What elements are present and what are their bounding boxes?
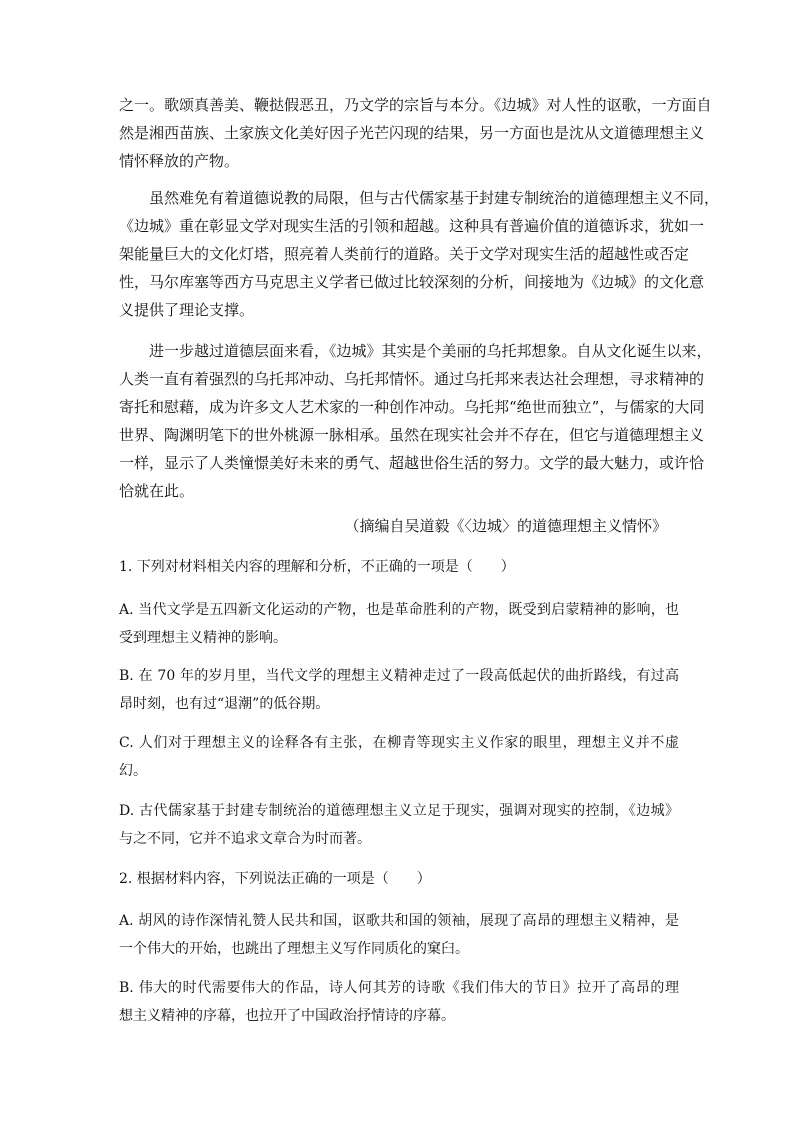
question-2-option-a bbox=[119, 907, 679, 963]
option-line: 一个伟大的开始，也跳出了理想主义写作同质化的窠臼。 bbox=[119, 941, 469, 957]
option-line: C. 人们对于理想主义的诠释各有主张，在柳青等现实主义作家的眼里，理想主义并不虚 bbox=[119, 735, 679, 751]
passage-paragraph-3 bbox=[119, 337, 712, 505]
question-stem: 1. 下列对材料相关内容的理解和分析，不正确的一项是（ ） bbox=[119, 559, 515, 575]
text-line: 恰就在此。 bbox=[119, 482, 195, 500]
question-1-option-d bbox=[119, 797, 679, 853]
text-line: 之一。歌颂真善美、鞭挞假恶丑，乃文学的宗旨与本分。《边城》对人性的讴歌，一方面自 bbox=[119, 96, 712, 114]
text-line: 然是湘西苗族、土家族文化美好因子光芒闪现的结果，另一方面也是沈从文道德理想主义 bbox=[119, 124, 705, 142]
question-1-option-b bbox=[119, 662, 679, 718]
option-line: 想主义精神的序幕，也拉开了中国政治抒情诗的序幕。 bbox=[119, 1008, 455, 1024]
question-2-option-b bbox=[119, 974, 679, 1030]
text-line: 性，马尔库塞等西方马克思主义学者已做过比较深刻的分析，间接地为《边城》的文化意 bbox=[119, 273, 705, 291]
question-1-stem bbox=[119, 553, 679, 581]
text-line: 虽然难免有着道德说教的局限，但与古代儒家基于封建专制统治的道德理想主义不同， bbox=[149, 189, 720, 207]
text-line: 情怀释放的产物。 bbox=[119, 152, 240, 170]
question-2-stem bbox=[119, 865, 679, 893]
option-line: 与之不同，它并不追求文章合为时而著。 bbox=[119, 831, 371, 847]
question-1-option-c bbox=[119, 729, 679, 785]
option-line: A. 胡风的诗作深情礼赞人民共和国，讴歌共和国的领袖，展现了高昂的理想主义精神，是 bbox=[119, 913, 679, 929]
option-line: 受到理想主义精神的影响。 bbox=[119, 630, 287, 646]
passage-paragraph-1 bbox=[119, 91, 712, 175]
option-line: B. 伟大的时代需要伟大的作品，诗人何其芳的诗歌《我们伟大的节日》拉开了高昂的理 bbox=[119, 980, 679, 996]
question-stem: 2. 根据材料内容，下列说法正确的一项是（ ） bbox=[119, 871, 431, 887]
text-line: 架能量巨大的文化灯塔，照亮着人类前行的道路。关于文学对现实生活的超越性或否定 bbox=[119, 245, 690, 263]
text-line: 一样，显示了人类憧憬美好未来的勇气、超越世俗生活的努力。文学的最大魅力，或许恰 bbox=[119, 454, 705, 472]
option-line: 幻。 bbox=[119, 763, 147, 779]
text-line: 《边城》重在彰显文学对现实生活的引领和超越。这种具有普遍价值的道德诉求，犹如一 bbox=[119, 217, 705, 235]
text-line: 寄托和慰藉，成为许多文人艺术家的一种创作冲动。乌托邦“绝世而独立”，与儒家的大同 bbox=[119, 398, 705, 416]
option-line: 昂时刻，也有过“退潮”的低谷期。 bbox=[119, 696, 330, 712]
option-line: A. 当代文学是五四新文化运动的产物，也是革命胜利的产物，既受到启蒙精神的影响，也 bbox=[119, 602, 679, 618]
option-line: B. 在 70 年的岁月里，当代文学的理想主义精神走过了一段高低起伏的曲折路线，有过高 bbox=[119, 668, 679, 684]
text-line: 义提供了理论支撑。 bbox=[119, 301, 255, 319]
question-1-option-a bbox=[119, 596, 679, 652]
text-line: 人类一直有着强烈的乌托邦冲动、乌托邦情怀。通过乌托邦来表达社会理想，寻求精神的 bbox=[119, 370, 705, 388]
text-line: 进一步越过道德层面来看，《边城》其实是个美丽的乌托邦想象。自从文化诞生以来， bbox=[149, 342, 712, 360]
passage-paragraph-2 bbox=[119, 184, 720, 324]
text-line: 世界、陶渊明笔下的世外桃源一脉相承。虽然在现实社会并不存在，但它与道德理想主义 bbox=[119, 426, 705, 444]
option-line: D. 古代儒家基于封建专制统治的道德理想主义立足于现实，强调对现实的控制，《边城》 bbox=[119, 803, 679, 819]
passage-source: （摘编自吴道毅《〈边城〉的道德理想主义情怀》 bbox=[344, 517, 667, 535]
